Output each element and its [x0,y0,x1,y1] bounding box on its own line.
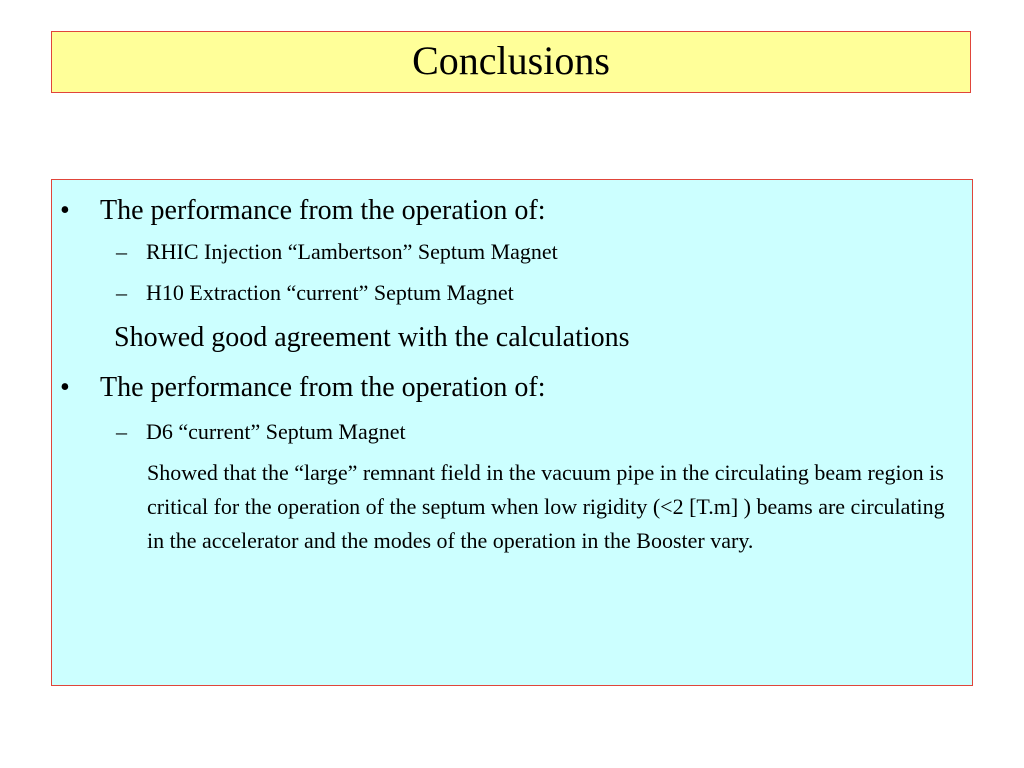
conclusion-paragraph: Showed that the “large” remnant field in the vacuum pipe in the circulating beam region is critical for the operation of the septum when low rigidity (<2 [T.m] ) beams are circulating in the accelerator and the modes of the operation in the Booster vary. [147,460,945,553]
slide-title-box [51,31,971,93]
sub-bullet-text: D6 “current” Septum Magnet [146,419,406,444]
bullet-text: The performance from the operation of: [100,372,546,403]
dash-marker: – [116,239,127,264]
slide-content-box [51,179,973,686]
bullet-marker: • [60,372,70,403]
bullet-marker: • [60,195,70,226]
dash-marker: – [116,419,127,444]
bullet-text: The performance from the operation of: [100,195,546,226]
sub-bullet-text: RHIC Injection “Lambertson” Septum Magnet [146,239,558,264]
bullet-continuation: Showed good agreement with the calculations [114,322,630,353]
sub-bullet-text: H10 Extraction “current” Septum Magnet [146,280,514,305]
slide-title: Conclusions [412,38,610,83]
dash-marker: – [116,280,127,305]
